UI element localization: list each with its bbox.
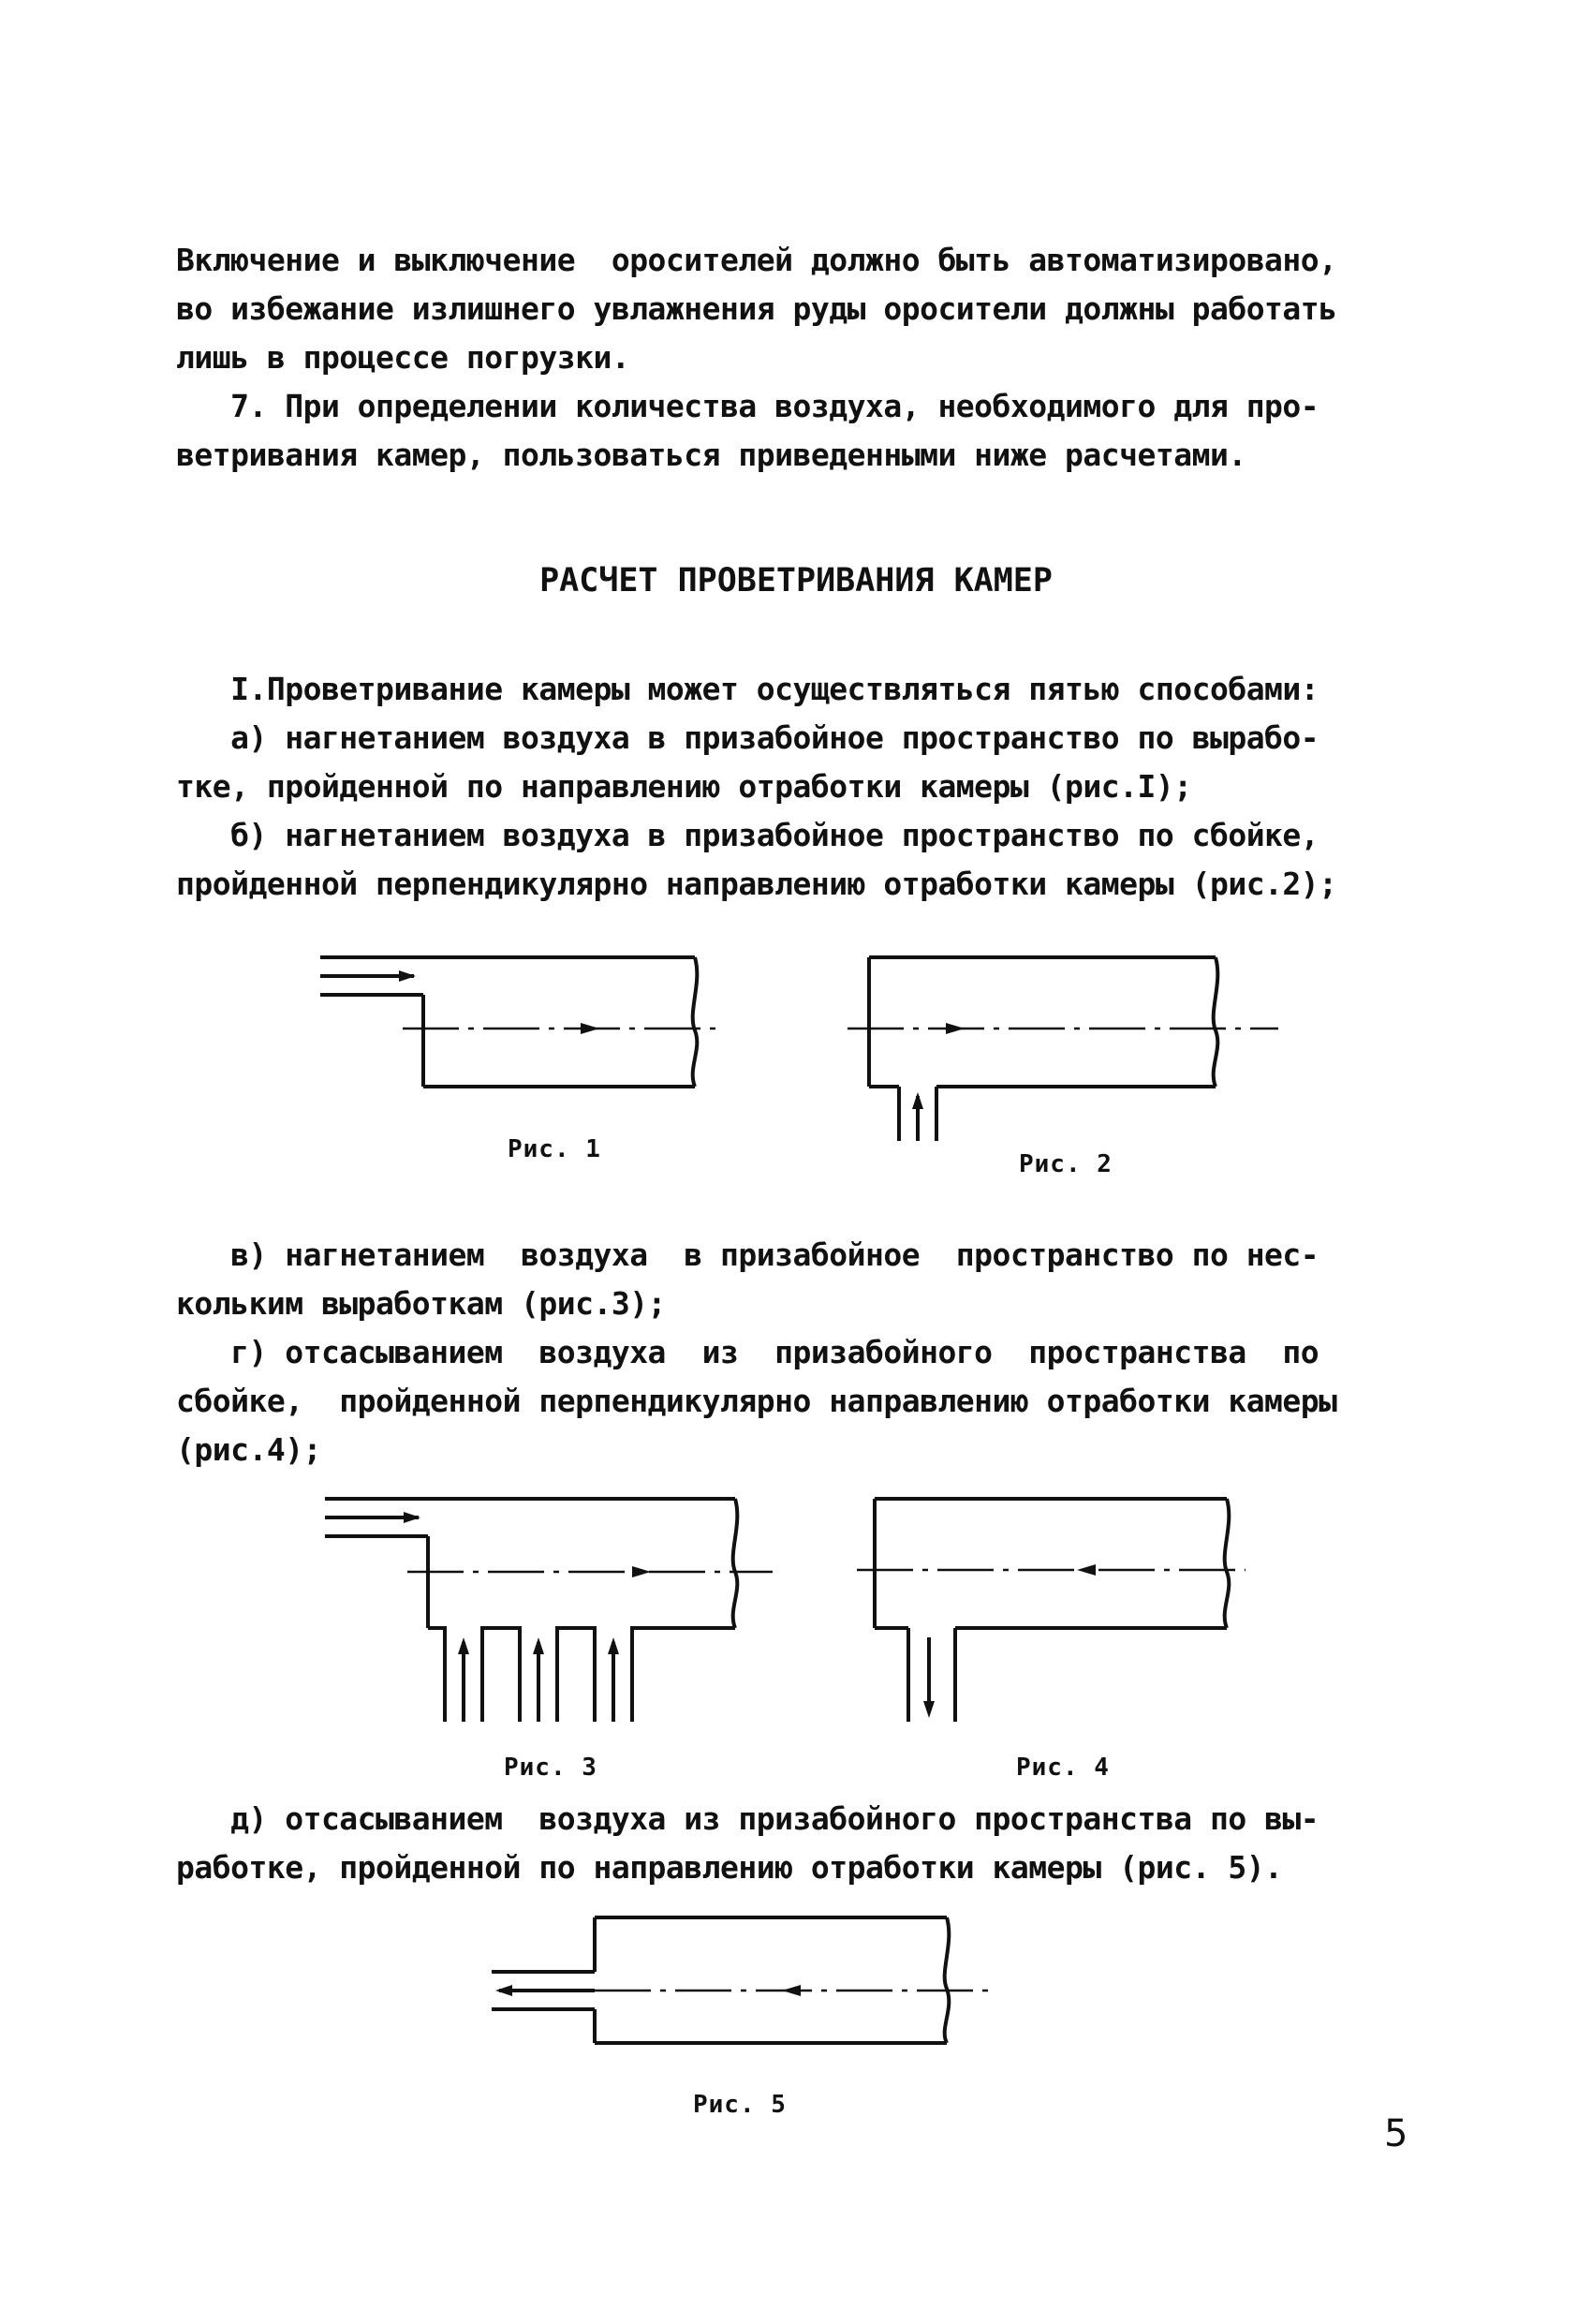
paragraph-intro-line-1: Включение и выключение оросителей должно быть автоматизировано, [176, 242, 1337, 278]
method-d-line-1: д) отсасыванием воздуха из призабойного пространства по вы- [176, 1800, 1319, 1837]
fig5-axis-arrow [782, 1985, 801, 1996]
figure-4-caption: Рис. 4 [1016, 1754, 1110, 1782]
fig2-axis-arrow [946, 1023, 965, 1034]
figure-1-caption: Рис. 1 [508, 1135, 601, 1163]
figure-3-caption: Рис. 3 [504, 1754, 597, 1782]
fig4-crosscut-arrow-down [923, 1701, 935, 1718]
fig1-inlet-arrow [399, 970, 416, 982]
fig3-axis-arrow [632, 1566, 651, 1577]
paragraph-intro-line-3: лишь в процессе погрузки. [176, 339, 630, 376]
method-g-line-1: г) отсасыванием воздуха из призабойного пространства по [176, 1334, 1319, 1370]
figure-3-diagram [314, 1488, 782, 1731]
fig3-flow-arrow-3 [608, 1637, 619, 1654]
fig3-inlet-arrow [404, 1512, 420, 1523]
fig3-branch-2 [482, 1628, 520, 1722]
figure-5-caption: Рис. 5 [693, 2091, 787, 2119]
fig3-branch-1-left [428, 1628, 445, 1722]
fig3-face-break [733, 1499, 738, 1628]
fig4-axis-arrow [1077, 1564, 1096, 1576]
figure-4-diagram [852, 1488, 1264, 1731]
figure-2-diagram [843, 946, 1292, 1152]
method-v-line-2: кольким выработкам (рис.3); [176, 1285, 666, 1322]
method-g-line-2: сбойке, пройденной перпендикулярно направлению отработки камеры [176, 1383, 1337, 1419]
figure-5-diagram [482, 1906, 1007, 2065]
section-heading: РАСЧЕТ ПРОВЕТРИВАНИЯ КАМЕР [539, 562, 1053, 600]
fig4-face-break [1225, 1499, 1230, 1628]
page-number: 5 [1384, 2112, 1408, 2155]
method-g-line-3: (рис.4); [176, 1431, 321, 1468]
methods-intro-line: I.Проветривание камеры может осуществляться пятью способами: [176, 671, 1319, 707]
method-v-line-1: в) нагнетанием воздуха в призабойное пространство по нес- [176, 1236, 1319, 1273]
figure-1-diagram [309, 946, 740, 1105]
fig2-face-break [1214, 957, 1218, 1087]
fig1-axis-arrow [581, 1023, 599, 1034]
method-b-line-1: б) нагнетанием воздуха в призабойное пространство по сбойке, [176, 817, 1319, 853]
fig3-branch-4-right [632, 1628, 735, 1722]
fig5-face-break [945, 1917, 950, 2043]
fig2-crosscut-arrow-up [912, 1092, 923, 1109]
fig5-outlet-arrow [495, 1985, 512, 1996]
fig3-flow-arrow-1 [458, 1637, 469, 1654]
figure-2-caption: Рис. 2 [1019, 1150, 1113, 1178]
method-b-line-2: пройденной перпендикулярно направлению отработки камеры (рис.2); [176, 866, 1337, 902]
paragraph-intro-line-2: во избежание излишнего увлажнения руды оросители должны работать [176, 290, 1337, 327]
method-d-line-2: работке, пройденной по направлению отработки камеры (рис. 5). [176, 1849, 1283, 1886]
paragraph-item7-line-1: 7. При определении количества воздуха, необходимого для про- [176, 388, 1319, 424]
fig3-branch-3 [557, 1628, 595, 1722]
method-a-line-1: а) нагнетанием воздуха в призабойное пространство по вырабо- [176, 719, 1319, 756]
fig1-face-break [693, 957, 698, 1087]
paragraph-item7-line-2: ветривания камер, пользоваться приведенными ниже расчетами. [176, 437, 1246, 473]
fig3-flow-arrow-2 [533, 1637, 544, 1654]
method-a-line-2: тке, пройденной по направлению отработки камеры (рис.I); [176, 768, 1192, 805]
